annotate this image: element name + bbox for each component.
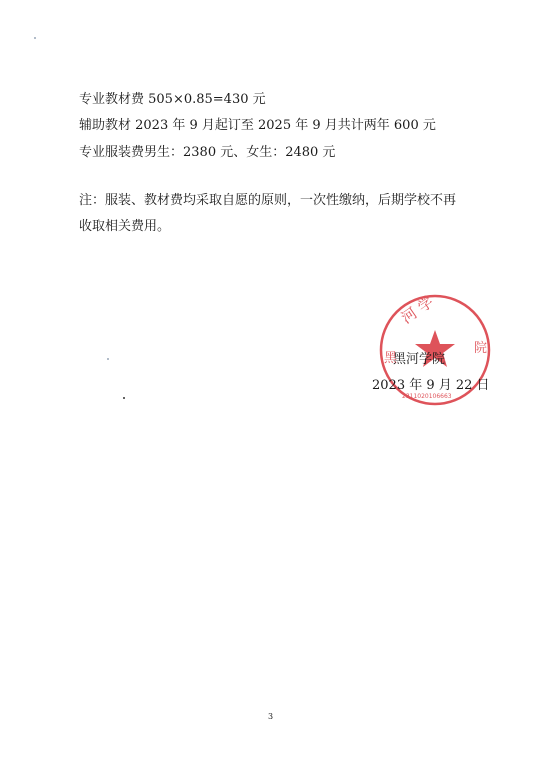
seal-text-right: 院 — [474, 341, 488, 356]
signature-date: 2023 年 9 月 22 日 — [372, 378, 490, 393]
note-line-1: 注：服装、教材费均采取自愿的原则，一次性缴纳，后期学校不再 — [79, 193, 457, 208]
scan-speck — [34, 37, 36, 39]
seal-text-left: 黑 — [384, 351, 398, 366]
note-line-2: 收取相关费用。 — [79, 219, 171, 234]
scan-speck — [123, 397, 125, 399]
seal-text-top: 河 学 — [397, 292, 437, 328]
auxiliary-textbook-line: 辅助教材 2023 年 9 月起订至 2025 年 9 月共计两年 600 元 — [79, 118, 436, 133]
textbook-fee-line: 专业教材费 505×0.85=430 元 — [79, 92, 266, 107]
signature-organization: 黑河学院 — [393, 352, 446, 367]
scan-speck — [107, 358, 109, 360]
page-number: 3 — [268, 712, 274, 721]
uniform-fee-line: 专业服装费男生：2380 元、女生：2480 元 — [79, 145, 336, 160]
seal-code: 2311020106663 — [402, 393, 452, 400]
